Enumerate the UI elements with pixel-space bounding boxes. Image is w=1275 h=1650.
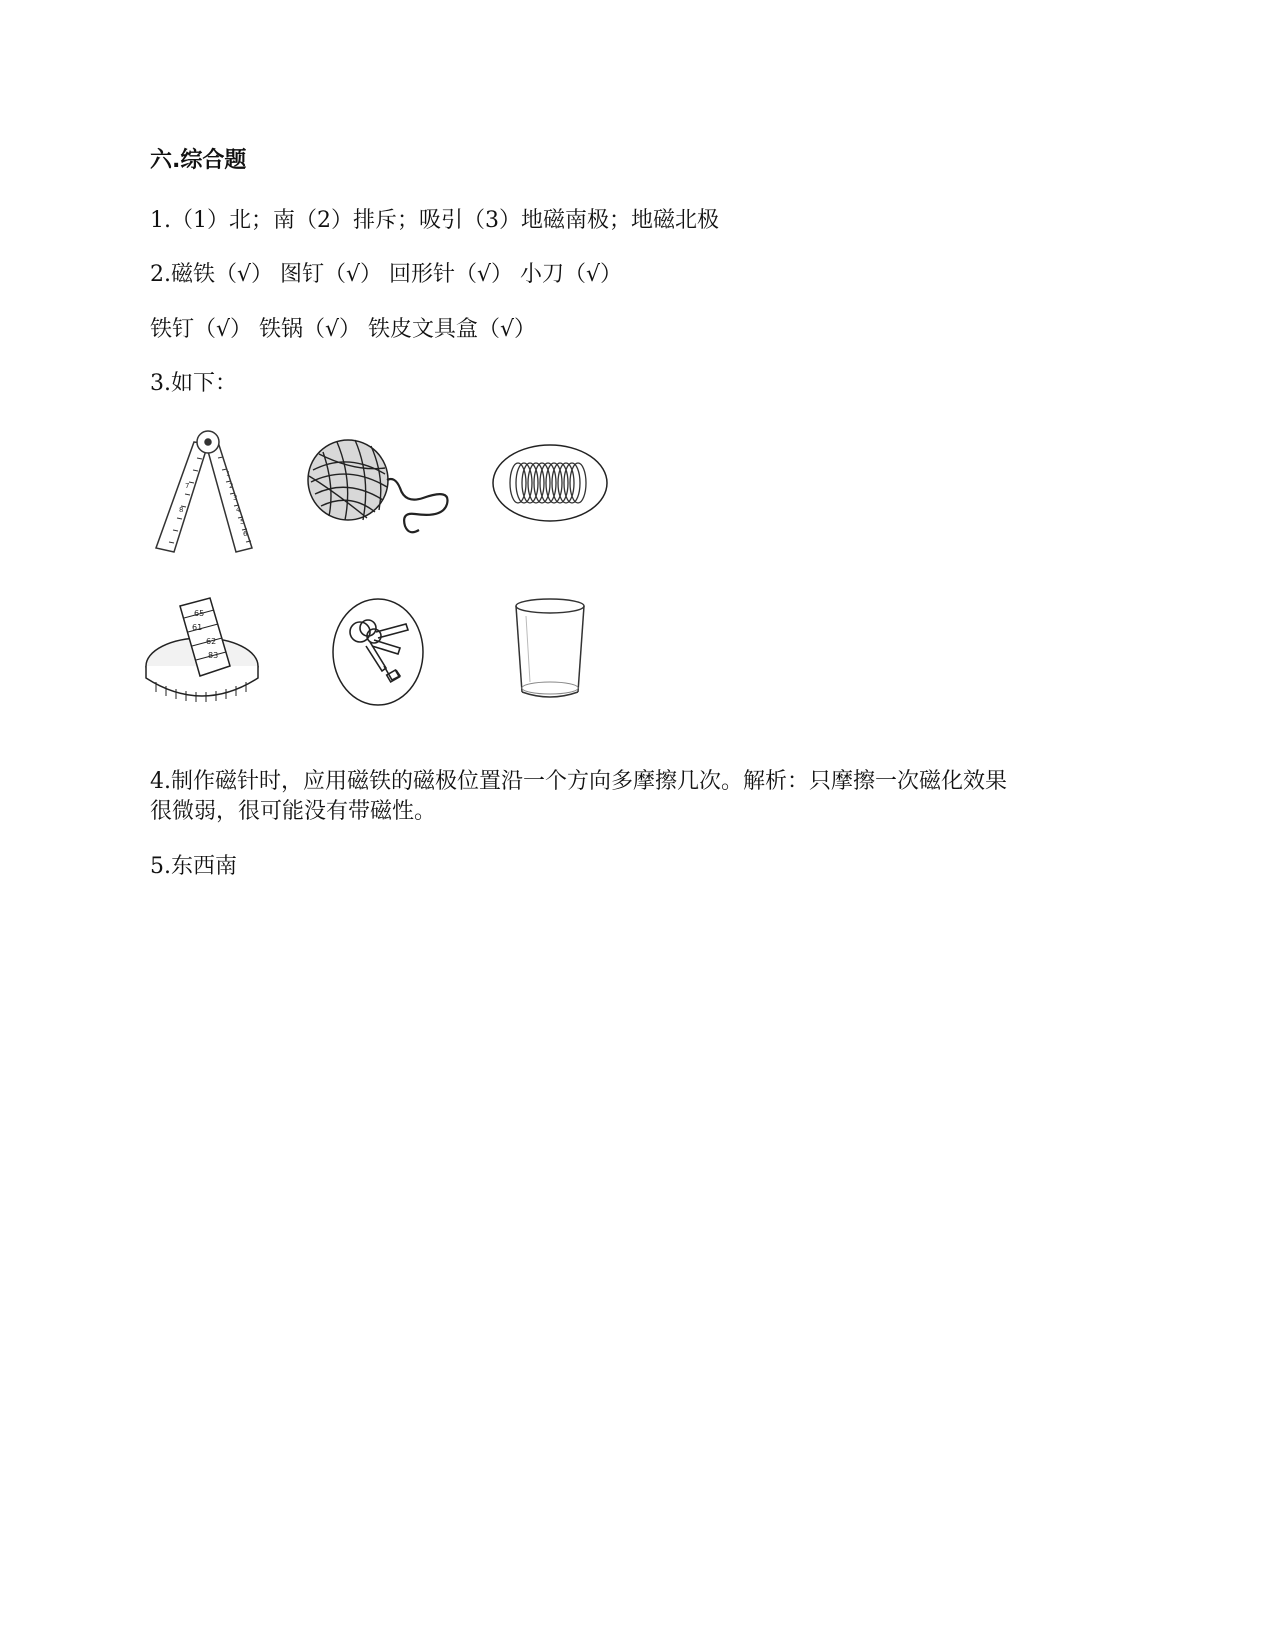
answer-2-line-1: 2.磁铁（√） 图钉（√） 回形针（√） 小刀（√） (150, 262, 623, 287)
ruler-mark: 1 (226, 470, 231, 478)
answer-2-line-2: 铁钉（√） 铁锅（√） 铁皮文具盒（√） (150, 317, 537, 342)
answer-5: 5.东西南 (150, 854, 237, 879)
tape-mark: 65 (194, 609, 205, 618)
answer-4-line-1: 4.制作磁针时，应用磁铁的磁极位置沿一个方向多摩擦几次。解析：只摩擦一次磁化效果 (150, 769, 1007, 794)
yarn-ball-icon (305, 432, 455, 542)
answer-1: 1.（1）北；南（2）排斥；吸引（3）地磁南极；地磁北极 (150, 208, 719, 233)
tape-measure-icon (142, 596, 262, 706)
folding-ruler-icon (150, 430, 260, 555)
ruler-mark: 2 (229, 482, 234, 490)
ruler-mark: 7 (185, 482, 190, 490)
ruler-mark: 3 (233, 494, 238, 502)
tape-mark: 83 (208, 651, 219, 660)
ruler-mark: 5 (240, 518, 245, 526)
answer-3: 3.如下： (150, 371, 237, 396)
spring-icon (490, 442, 610, 524)
tape-mark: 61 (192, 623, 203, 632)
answer-4-line-2: 很微弱，很可能没有带磁性。 (150, 799, 437, 824)
section-heading: 六.综合题 (150, 148, 247, 173)
ruler-mark: 6 (243, 530, 248, 538)
tape-mark: 62 (206, 637, 217, 646)
ruler-mark: 8 (179, 506, 184, 514)
ruler-mark: 4 (236, 506, 241, 514)
glass-cup-icon (512, 596, 590, 704)
keys-icon (330, 596, 426, 708)
